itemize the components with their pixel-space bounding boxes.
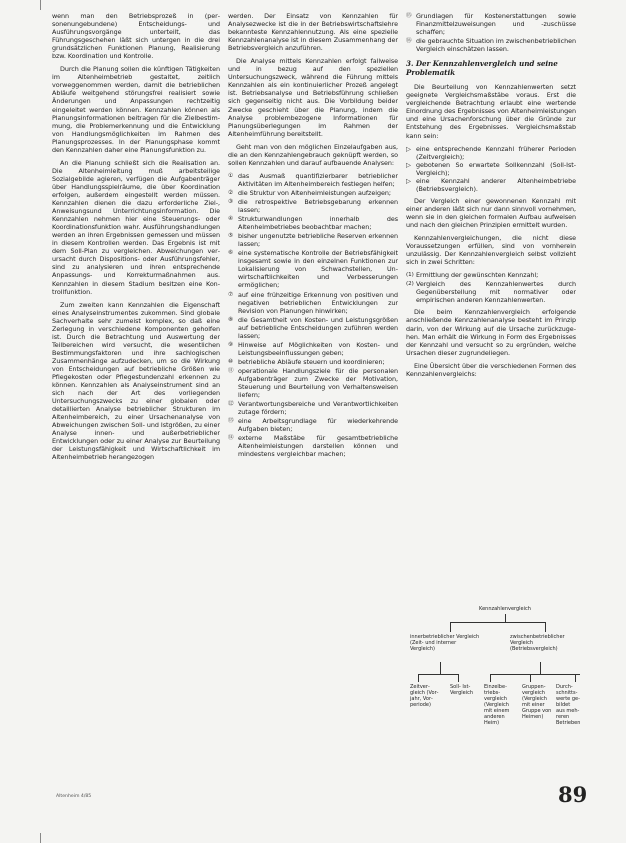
list-item: ① das Ausmaß quantifizierbarer betrieblicher Aktivitäten im Altenheimbereich festlegen helfen; xyxy=(228,171,398,188)
list-item: ⑮ Grundlagen für Kostenerstattungen sowie Finanzmittelzuweisungen und -zuschüsse schaffen; xyxy=(406,12,576,37)
list-item: ⑤ bisher ungenutzte betriebliche Reserven erkennen lassen; xyxy=(228,232,398,249)
paragraph: Die Analyse mittels Kennzahlen erfolgt fallweise und in bezug auf den speziellen Untersuchungszweck, während die Führung mittels Kennzahlen als ein kontinuierlicher Prozeß angelegt ist. Betriebsanalyse und Betriebsführung schließen sich gegenseitig nicht aus. Die Vorbildung beider Zwecke geschieht über die Planung, indem die Analyse problembezogene Informationen für Planungsüberlegungen im Rahmen der Altenheimführung bereitstellt. xyxy=(228,57,398,138)
list-item: ⑪ operationale Handlungsziele für die personalen Aufgabenträger zum Zwecke der Motivation, Steuerung und Beurteilung von Verhaltensweisen liefern; xyxy=(228,366,398,400)
numbered-list xyxy=(228,172,398,459)
diagram-leaf: Soll- Ist- Vergleich xyxy=(450,684,474,696)
list-item: ⑫ Verantwortungsbereiche und Verantwortlichkeiten zutage fördern; xyxy=(228,400,398,417)
text-column-3 xyxy=(406,12,576,383)
page-number: 89 xyxy=(558,782,588,807)
diagram-leaf: Durchschnittswerte gebildet aus mehreren Betrieben xyxy=(556,684,581,726)
paragraph: Kennzahlenvergleichungen, die nicht diese Voraussetzungen erfüllen, sind von vornherein unzulässig. Der Kennzahlenvergleich selbst vollzieht sich in zwei Schritten: xyxy=(406,234,576,267)
diagram-leaf: Gruppenvergleich (Vergleich mit einer Gruppe von Heimen) xyxy=(522,684,552,720)
list-item: ▷ gebotenen So erwartete Sollkennzahl (Soll-Ist-Vergleich); xyxy=(406,160,576,177)
text-column-1 xyxy=(52,12,220,467)
list-item: ⑬ eine Arbeitsgrundlage für wiederkehrende Aufgaben bieten; xyxy=(228,417,398,434)
diagram-node-right: zwischenbetrieblicher Vergleich (Betriebsvergleich) xyxy=(510,634,565,652)
diagram-root: Kennzahlenvergleich xyxy=(479,606,531,612)
diagram-node-left: innerbetrieblicher Vergleich (Zeit- und interner Vergleich) xyxy=(410,634,480,652)
crop-mark xyxy=(40,0,41,10)
paragraph: Die Beurteilung von Kennzahlenwerten setzt geeignete Vergleichsmaßstäbe voraus. Erst die vergleichende Betrachtung erlaubt eine wertende Einordnung des Ergebnisses von Altenheimleistungen und eine Ursachenforschung über die Gründe zur Entstehung des Ergebnisses. Vergleichsmaßstab kann sein: xyxy=(406,83,576,140)
list-item: (1) Ermittlung der gewünschten Kennzahl; xyxy=(406,271,539,280)
paragraph: Der Vergleich einer gewonnenen Kennzahl mit einer anderen läßt sich nur dann sinnvoll vornehmen, wenn sie in den gleichen formalen Aufbau aufweisen und nach den gleichen Prinzipien ermittelt wurden. xyxy=(406,196,576,229)
list-item: ⑨ Hinweise auf Möglichkeiten von Kosten- und Leistungsbeeinflussungen geben; xyxy=(228,340,398,357)
paragraph: An die Planung schließt sich die Realisation an. Die Altenheimleitung muß arbeitsteilige Sozialgebilde agieren, verfügen die Aufgabenträger über Handlungsspielräume, die über Koordination erfolgen, außerdem eingestellt werden müssen. Kennzahlen dienen die dazu erforderliche Ziel-, Anweisungsund Unterrichtungsinformation. Die Kennzahlen nehmen hier eine Steuerungs- oder Koordinationsfunktion wahr. Ausführungshandlungen werden an ihren Ergebnissen gemessen und müssen in diesem Kontrollen werden. Das Ergebnis ist mit dem Soll-Plan zu vergleichen. Abweichungen verursacht durch Dispositions- oder Ausführungsfehler, sind zu analysieren und ihren entsprechende Anpassungs- und Korrekturmaßnahmen aus. Kennzahlen in diesem Stadium besitzen eine Kontrollfunktion. xyxy=(52,158,220,296)
list-item: ② die Struktur von Altenheimleistungen aufzeigen; xyxy=(228,188,391,197)
footer-text: Altenheim 4/85 xyxy=(56,794,92,799)
paragraph: Zum zweiten kann Kennzahlen die Eigenschaft eines Analyseinstrumentes zukommen. Sind globale Sachverhalte sehr zumeist komplex, so daß eine Zerlegung in verschiedene Komponenten geholfen ist. Durch die Betrachtung und Auswertung der Teilbereichen wird versucht, die wesentlichen Bestimmungsfaktoren und ihre sachlogischen Zusammenhänge aufzudecken, um so die Wirkung von Entscheidungen auf betriebliche Größen wie Pflegekosten oder Pflegestundenzahl erkennen zu können. Kennzahlen als Analyseinstrument sind an sich nach der Art des vorliegenden Untersuchungszwecks zu einer globalen oder detaillierten Analyse betrieblicher Strukturen im Altenheimbereich, zu einer Ursachenanalyse von Abweichungen zwischen Soll- und Istgrößen, zu einer Analyse innen- und außerbetrieblicher Entwicklungen oder zu einer Analyse zur Beurteilung der Leistungsfähigkeit und Wirtschaftlichkeit im Altenheimbetrieb herangezogen xyxy=(52,300,220,462)
bullet-list xyxy=(406,145,576,193)
paragraph: Durch die Planung sollen die künftigen Tätigkeiten im Altenheimbetrieb gestaltet, zeitlich vorweggenommen werden, damit die betrieblichen Abläufe weitgehend störungsfrei realisiert sowie Änderungen und Anpassungen rechtzeitig eingeleitet werden können. Kennzahlen können als Planungsinformationen beitragen für die Zielbestimmung, die Problemerkennung und die Entwicklung von Handlungsmöglichkeiten im Rahmen des Planungsprozesses. In der Planungsphase kommt den Kennzahlen daher eine Planungsfunktion zu. xyxy=(52,65,220,154)
diagram-leaf: Zeitvergleich (Vorjahr, Vorperiode) xyxy=(410,684,439,708)
list-item: ▷ eine entsprechende Kennzahl früherer Perioden (Zeitvergleich); xyxy=(406,144,576,161)
crop-mark xyxy=(40,833,41,843)
list-item: ▷ eine Kennzahl anderer Altenheimbetriebe (Betriebsvergleich). xyxy=(406,176,576,193)
list-item: ④ Strukturwandlungen innerhalb des Altenheimbetriebes beobachtbar machen; xyxy=(228,215,398,232)
list-item: ⑧ die Gesamtheit von Kosten- und Leistungsgrößen auf betriebliche Entscheidungen zuführen werden lassen; xyxy=(228,315,398,340)
list-item: (2) Vergleich des Kennzahlenwertes durch Gegenüberstellung mit normativer oder empirischen anderen Kennzahlenwerten. xyxy=(406,280,576,305)
list-item: ⑩ betriebliche Abläufe steuern und koordinieren; xyxy=(228,357,385,366)
paragraph: wenn man den Betriebsprozeß in (personenungebundene) Entscheidungs- und Ausführungsvorgänge unterteilt, das Führungsgeschehen läßt sich untergen in die drei grundsätzlichen Funktionen Planung, Realisierung bzw. Koordination und Kontrolle. xyxy=(52,12,220,61)
text-column-2 xyxy=(228,12,398,462)
list-item: ⑭ externe Maßstäbe für gesamtbetriebliche Altenheimleistungen darstellen können und mindestens vergleichbar machen; xyxy=(228,434,398,459)
paragraph: Die beim Kennzahlenvergleich erfolgende anschließende Kennzahlenanalyse besteht im Prinzip darin, von der Wirkung auf die Ursache zurückzugehen. Man erhält die Wirkung in Form des Ergebnisses der Kennzahl und versucht so zu ergründen, welche Ursachen dieser zugrundeliegen. xyxy=(406,308,576,357)
diagram-leaf: Einzelbetriebsvergleich (Vergleich mit einem anderen Heim) xyxy=(484,684,510,726)
paragraph: Eine Übersicht über die verschiedenen Formen des Kennzahlenvergleichs: xyxy=(406,361,576,378)
list-item: ⑯ die gebrauchte Situation im zwischenbetrieblichen Vergleich einschätzen lassen. xyxy=(406,37,576,54)
comparison-diagram xyxy=(410,600,580,780)
list-item: ⑥ eine systematische Kontrolle der Betriebsfähigkeit insgesamt sowie in den einzelnen Funktionen zur Lokalisierung von Schwachstellen, Unwirtschaftlichkeiten und Verbesserungen ermöglichen; xyxy=(228,249,398,290)
numbered-list xyxy=(406,12,576,53)
list-item: ③ die retrospektive Betriebsgebarung erkennen lassen; xyxy=(228,197,398,215)
paragraph: werden. Der Einsatz von Kennzahlen für Analysezwecke ist die in der Betriebswirtschaftslehre bekannteste Kennzahlennutzung. Als eine spezielle Kennzahlenanalyse ist in diesem Zusammenhang der Betriebsvergleich anzuführen. xyxy=(228,12,398,53)
section-heading: 3. Der Kennzahlenvergleich und seine Problematik xyxy=(406,59,558,78)
paragraph: Geht man von den möglichen Einzelaufgaben aus, die an den Kennzahlengebrauch geknüpft werden, so sollen Kennzahlen und darauf aufbauende Analysen: xyxy=(228,142,398,167)
list-item: ⑦ auf eine frühzeitige Erkennung von positiven und negativen betrieblichen Entwicklungen zur Revision von Planungen hinwirken; xyxy=(228,290,398,315)
step-list xyxy=(406,271,576,304)
